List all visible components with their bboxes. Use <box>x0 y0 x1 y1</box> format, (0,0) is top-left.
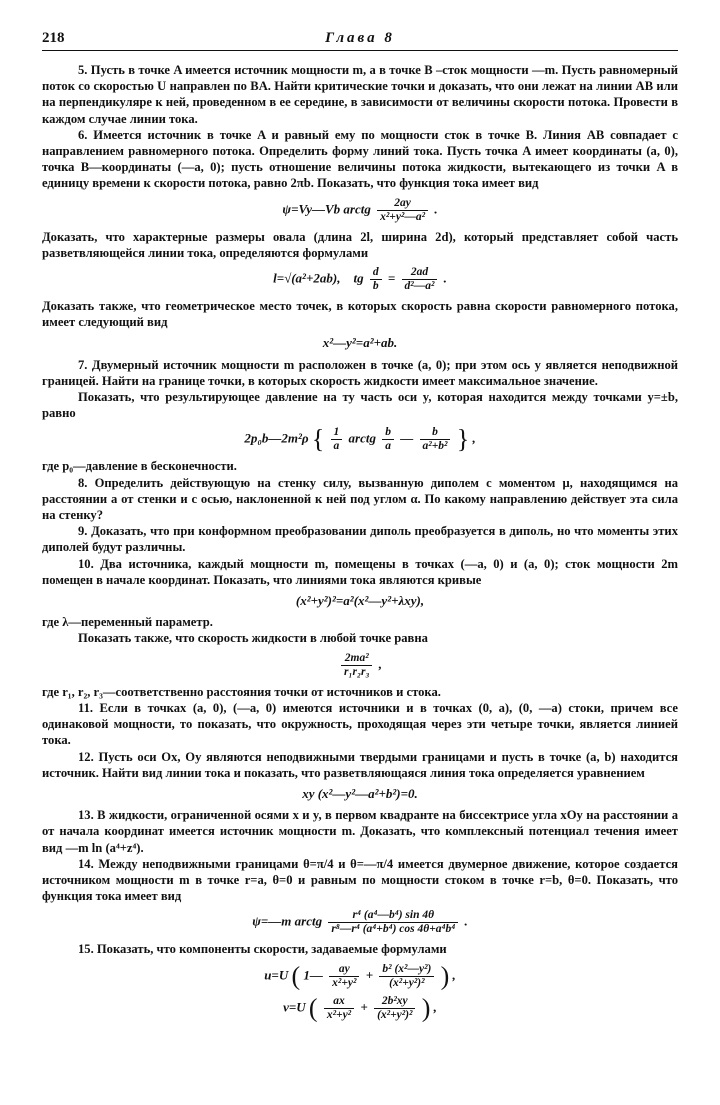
problem-5: 5. Пусть в точке A имеется источник мощности m, а в точке B –сток мощности —m. Пусть равномерный поток со скоростью U направлен по BA. Найти критические точки и доказать, что они лежат на линии AB или на перпендикуляре к ней, проведенном в ее середине, в зависимости от величины скорости потока. Провести в каждом случае линии тока. <box>42 63 678 126</box>
page-body <box>42 62 678 1022</box>
formula-velocity: $\frac{\text{2ma²}}{\text{r₁r₂r₃}}$ , <box>42 652 678 679</box>
formula-curves: (x²+y²)²=a²(x²—y²+λxy), <box>295 593 425 609</box>
problem-12: 12. Пусть оси Ox, Oy являются неподвижными твердыми границами и пусть в точке (a, b) находится источник. Найти вид линии тока и показать, что разветвляющаяся линия тока определяется уравнением <box>42 749 678 780</box>
problem-10-velocity: Показать также, что скорость жидкости в любой точке равна <box>78 631 428 646</box>
header-rule <box>42 50 678 51</box>
problem-13: 13. В жидкости, ограниченной осями x и y, в первом квадранте на биссектрисе угла xOy на расстоянии a от начала координат имеется источник мощности m. Доказать, что комплексный потенциал течения имеет вид —m ln (a⁴+z⁴). <box>42 808 678 855</box>
problem-6: 6. Имеется источник в точке A и равный ему по мощности сток в точке B. Линия AB совпадает с направлением равномерного потока. Определить форму линий тока. Пусть точка A имеет координаты (a, 0), точка B—координаты (—a, 0); пусть отношение величины потока жидкости, вытекающего из точки A в единицу времени к скорости потока, равно 2πb. Показать, что функция тока имеет вид <box>42 127 678 191</box>
formula-velocity-v: v=U ( $\frac{ax}{\text{x²+y²}}$ + $\frac{\text{2b²xy}}{\text{(x²+y²)²}}$ ) , <box>283 993 437 1023</box>
problem-10: 10. Два источника, каждый мощности m, помещены в точках (—a, 0) и (a, 0); сток мощности 2m помещен в начале координат. Показать, что линиями тока являются кривые <box>42 556 678 587</box>
formula-velocity-u: u=U ( 1— $\frac{ay}{\text{x²+y²}}$ + $\frac{\text{b² (x²—y²)}}{\text{(x²+y²)²}}$ ) , <box>264 961 456 991</box>
problem-8: 8. Определить действующую на стенку силу, вызванную диполем с моментом μ, находящимся на расстоянии a от стенки и с осью, наклоненной к ней под углом α. По какому направлению действует эта сила на стенку? <box>42 475 678 523</box>
problem-7-pressure: Показать, что результирующее давление на ту часть оси y, которая находится между точками y=±b, равно <box>42 390 678 421</box>
chapter-title: Глава 8 <box>325 30 395 46</box>
formula-stream-function-2: ψ=—m arctg $\frac{\text{r⁴ (a⁴—b⁴) sin 4θ}}{\text{r⁸—r⁴ (a⁴+b⁴) cos 4θ+a⁴b⁴}}$ . <box>252 909 468 936</box>
problem-15: 15. Показать, что компоненты скорости, задаваемые формулами <box>78 942 447 957</box>
problem-7-note: где p₀—давление в бесконечности. <box>42 459 237 474</box>
formula-stream-function: ψ=Vy—Vb arctg $\frac{2ay}{\text{x²+y²—a²}}$ . <box>282 196 438 223</box>
page-header <box>42 28 678 50</box>
problem-10-param: где λ—переменный параметр. <box>42 615 213 630</box>
problem-6-oval: Доказать, что характерные размеры овала (длина 2l, ширина 2d), который представляет собой часть разветвляющейся линии тока, определяются формулами <box>42 229 678 260</box>
formula-pressure: 2p₀b—2m²ρ { $\frac{1}{a}$ arctg $\frac{b}{a}$ — $\frac{b}{\text{a²+b²}}$ } , <box>244 424 476 454</box>
book-page <box>42 28 678 1027</box>
problem-6-locus: Доказать также, что геометрическое место точек, в которых скорость равна скорости равномерного потока, имеет следующий вид <box>42 299 678 330</box>
problem-10-note: где r₁, r₂, r₃—соответственно расстояния точки от источников и стока. <box>42 684 441 699</box>
formula-branch-line: xy (x²—y²—a²+b²)=0. <box>302 785 418 801</box>
problem-11: 11. Если в точках (a, 0), (—a, 0) имеются источники и в точках (0, a), (0, —a) стоки, причем все одинаковой мощности, то показать, что окружность, проходящая через эти четыре точки, является линией тока. <box>42 700 678 748</box>
problem-9: 9. Доказать, что при конформном преобразовании диполь преобразуется в диполь, но что моменты этих диполей будут различны. <box>42 524 678 555</box>
formula-locus: x²—y²=a²+ab. <box>322 335 398 351</box>
formula-oval-size: l=√(a²+2ab), tg $\frac{d}{b}$ = $\frac{2ad}{\text{d²—a²}}$ . <box>273 266 447 293</box>
problem-14: 14. Между неподвижными границами θ=π/4 и θ=—π/4 имеется двумерное движение, которое создается источником мощности m в точке r=a, θ=0 и равным по мощности стоком в точке r=b, θ=0. Показать, что функция тока имеет вид <box>42 856 678 904</box>
page-number: 218 <box>42 30 65 46</box>
problem-7: 7. Двумерный источник мощности m расположен в точке (a, 0); при этом ось y является неподвижной границей. Найти на границе точки, в которых скорость жидкости имеет максимальное значение. <box>42 357 678 388</box>
